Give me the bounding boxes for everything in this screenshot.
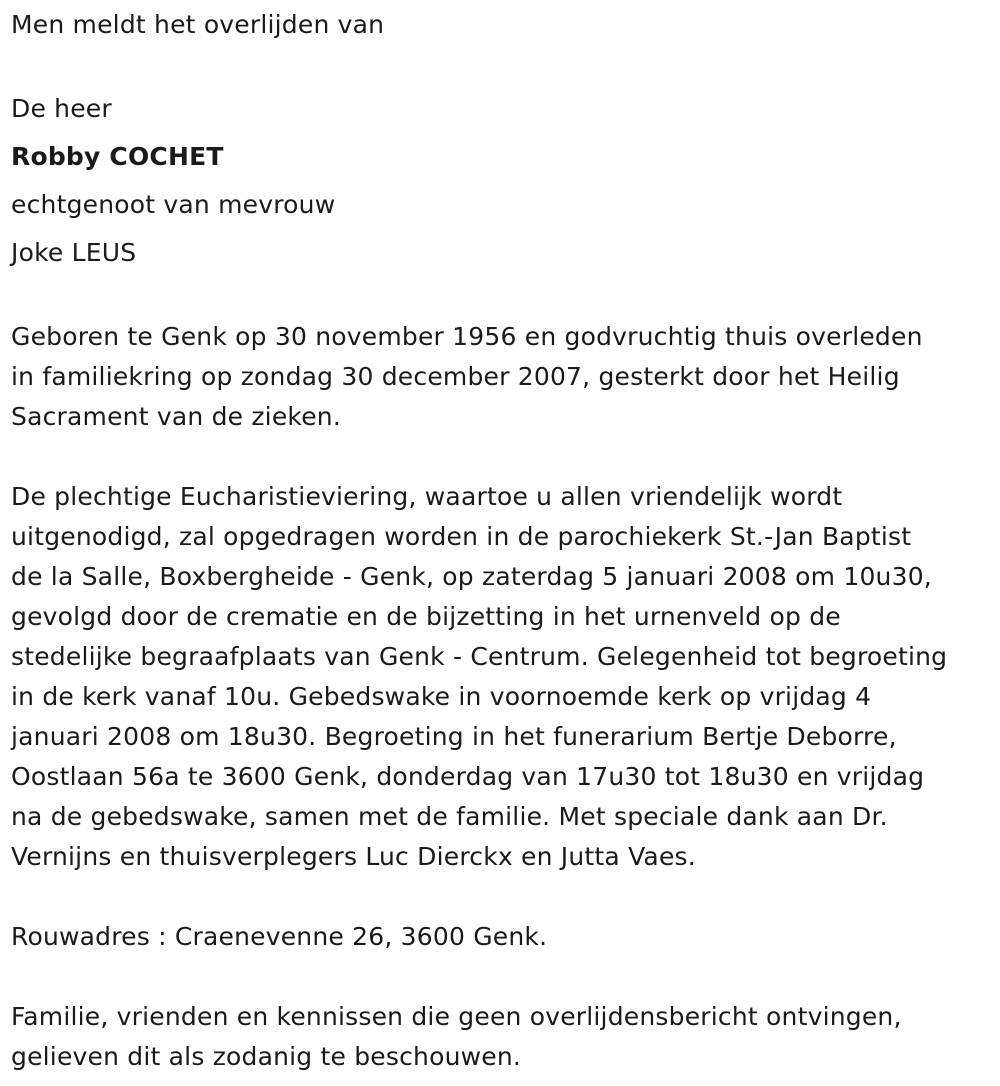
paragraph-line: uitgenodigd, zal opgedragen worden in de parochiekerk St.-Jan Baptist [11, 522, 912, 551]
paragraph-line: de la Salle, Boxbergheide - Genk, op zaterdag 5 januari 2008 om 10u30, [11, 562, 932, 591]
paragraph-line: gelieven dit als zodanig te beschouwen. [11, 1042, 522, 1071]
spacer [11, 877, 991, 917]
spacer [11, 277, 991, 317]
salutation: De heer [11, 94, 112, 123]
spouse-name: Joke LEUS [11, 238, 137, 267]
intro-text: Men meldt het overlijden van [11, 10, 385, 39]
spacer [11, 957, 991, 997]
paragraph-line: in de kerk vanaf 10u. Gebedswake in voornoemde kerk op vrijdag 4 [11, 682, 872, 711]
paragraph-line: na de gebedswake, samen met de familie. Met speciale dank aan Dr. [11, 802, 888, 831]
paragraph-line: stedelijke begraafplaats van Genk - Centrum. Gelegenheid tot begroeting [11, 642, 948, 671]
birth-paragraph [11, 317, 991, 437]
paragraph-line: De plechtige Eucharistieviering, waartoe u allen vriendelijk wordt [11, 482, 843, 511]
paragraph-line: Vernijns en thuisverplegers Luc Dierckx en Jutta Vaes. [11, 842, 696, 871]
paragraph-line: Geboren te Genk op 30 november 1956 en godvruchtig thuis overleden [11, 322, 923, 351]
relation-text: echtgenoot van mevrouw [11, 190, 336, 219]
closing-paragraph [11, 997, 991, 1077]
deceased-block [11, 85, 991, 277]
paragraph-line: Familie, vrienden en kennissen die geen overlijdensbericht ontvingen, [11, 1002, 902, 1031]
paragraph-line: januari 2008 om 18u30. Begroeting in het funerarium Bertje Deborre, [11, 722, 897, 751]
ceremony-paragraph [11, 477, 991, 877]
obituary-notice [11, 0, 991, 1077]
paragraph-line: Sacrament van de zieken. [11, 402, 341, 431]
spacer [11, 45, 991, 85]
paragraph-line: Oostlaan 56a te 3600 Genk, donderdag van 17u30 tot 18u30 en vrijdag [11, 762, 925, 791]
deceased-name: Robby COCHET [11, 142, 224, 171]
paragraph-line: gevolgd door de crematie en de bijzetting in het urnenveld op de [11, 602, 841, 631]
spacer [11, 437, 991, 477]
paragraph-line: in familiekring op zondag 30 december 2007, gesterkt door het Heilig [11, 362, 900, 391]
mourning-address: Rouwadres : Craenevenne 26, 3600 Genk. [11, 922, 548, 951]
